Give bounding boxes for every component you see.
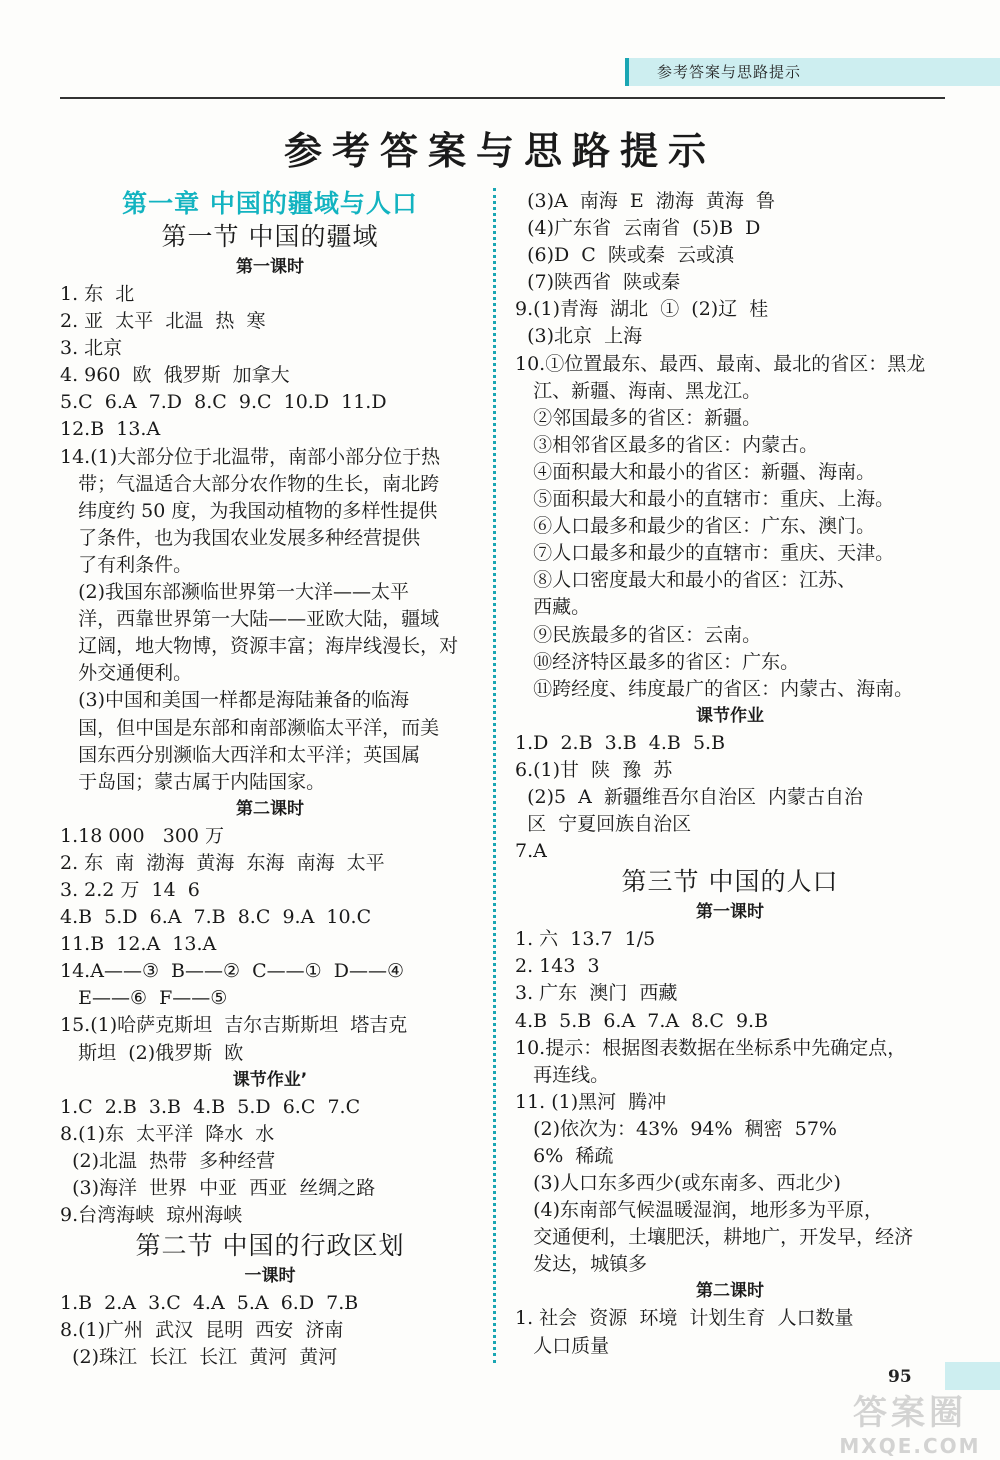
answer-line: 10.①位置最东、最西、最南、最北的省区：黑龙	[515, 352, 926, 375]
right-column	[515, 188, 945, 1360]
answer-line: ⑦人口最多和最少的直辖市：重庆、天津。	[515, 542, 895, 565]
answer-line: (7)陕西省 陕或秦	[515, 271, 681, 294]
answer-line: (2)珠江 长江 长江 黄河 黄河	[60, 1346, 338, 1369]
answer-line: ⑪跨经度、纬度最广的省区：内蒙古、海南。	[515, 677, 914, 700]
answer-line: ②邻国最多的省区：新疆。	[515, 406, 762, 429]
answer-line: 1. 社会 资源 环境 计划生育 人口数量	[515, 1307, 854, 1330]
answer-line: 江、新疆、海南、黑龙江。	[515, 379, 762, 402]
answer-line: (3)北京 上海	[515, 325, 643, 348]
answer-line: 1. 六 13.7 1/5	[515, 928, 656, 951]
answer-line: (2)北温 热带 多种经营	[60, 1149, 276, 1172]
page-title: 参考答案与思路提示	[283, 129, 716, 173]
answer-line: 带；气温适合大部分农作物的生长，南北跨	[60, 472, 440, 495]
answer-line: 辽阔，地大物博，资源丰富；海岸线漫长，对	[60, 635, 459, 658]
answer-line: (3)中国和美国一样都是海陆兼备的临海	[60, 689, 410, 712]
answer-line: 1.D 2.B 3.B 4.B 5.B	[515, 731, 726, 754]
answer-line: 14.A——③ B——② C——① D——④	[60, 960, 405, 983]
header-rule	[60, 97, 945, 99]
answer-line: 于岛国；蒙古属于内陆国家。	[60, 770, 326, 793]
running-header-label: 参考答案与思路提示	[657, 63, 802, 81]
left-column	[60, 188, 480, 1371]
page-number: 95	[888, 1367, 912, 1387]
answer-line: 2. 亚 太平 北温 热 寒	[60, 310, 266, 333]
answer-line: 交通便利，土壤肥沃，耕地广，开发早，经济	[515, 1226, 914, 1249]
chapter-heading: 第一章 中国的疆域与人口	[122, 189, 418, 218]
lesson-heading: 一课时	[244, 1266, 296, 1287]
running-header-tab	[625, 58, 1000, 86]
column-divider	[493, 188, 496, 1363]
answer-line: 3. 2.2 万 14 6	[60, 878, 200, 901]
answer-line: 7.A	[515, 840, 547, 863]
lesson-heading: 第二课时	[236, 798, 304, 819]
answer-line: (3)人口东多西少(或东南多、西北少)	[515, 1172, 841, 1195]
lesson-heading: 课节作业	[696, 705, 764, 726]
lesson-heading: 第一课时	[236, 257, 304, 277]
answer-line: ⑧人口密度最大和最小的省区：江苏、	[515, 569, 857, 592]
answer-line: 3. 北京	[60, 337, 123, 360]
watermark-url: MXQE.COM	[839, 1434, 981, 1458]
answer-line: 国，但中国是东部和南部濒临太平洋，而美	[60, 716, 440, 739]
answer-line: ⑩经济特区最多的省区：广东。	[515, 650, 800, 673]
answer-line: 外交通便利。	[60, 662, 193, 685]
answer-line: 再连线。	[515, 1063, 610, 1086]
answer-line: 9.(1)青海 湖北 ① (2)辽 桂	[515, 298, 769, 321]
answer-line: 14.(1)大部分位于北温带，南部小部分位于热	[60, 445, 441, 468]
answer-line: 1.C 2.B 3.B 4.B 5.D 6.C 7.C	[60, 1095, 361, 1118]
answer-line: E——⑥ F——⑤	[60, 987, 228, 1010]
answer-line: 5.C 6.A 7.D 8.C 9.C 10.D 11.D	[60, 391, 387, 414]
answer-line: 8.(1)东 太平洋 降水 水	[60, 1122, 275, 1145]
answer-line: (6)D C 陕或秦 云或滇	[515, 244, 735, 267]
section-heading: 第二节 中国的行政区划	[135, 1231, 405, 1261]
lesson-heading: 课节作业’	[232, 1069, 308, 1090]
answer-line: ③相邻省区最多的省区：内蒙古。	[515, 433, 819, 456]
answer-line: (2)5 A 新疆维吾尔自治区 内蒙古自治	[515, 785, 864, 808]
answer-line: (3)A 南海 E 渤海 黄海 鲁	[515, 190, 775, 212]
watermark	[820, 1385, 1000, 1458]
answer-line: ⑨民族最多的省区：云南。	[515, 623, 762, 646]
watermark-logo-text: 答案圈	[853, 1393, 967, 1433]
answer-line: 4.B 5.D 6.A 7.B 8.C 9.A 10.C	[60, 906, 372, 929]
answer-line: (2)我国东部濒临世界第一大洋——太平	[60, 581, 410, 604]
answer-line: 1.18 000 300 万	[60, 824, 225, 847]
answer-line: 纬度约 50 度，为我国动植物的多样性提供	[60, 499, 438, 522]
answer-line: 国东西分别濒临大西洋和太平洋；英国属	[60, 743, 421, 766]
answer-line: 9.台湾海峡 琼州海峡	[60, 1204, 243, 1226]
section-heading: 第一节 中国的疆域	[161, 222, 379, 251]
answer-line: 斯坦 (2)俄罗斯 欧	[60, 1041, 244, 1064]
answer-line: 6.(1)甘 陕 豫 苏	[515, 758, 673, 781]
answer-line: 2. 143 3	[515, 955, 600, 978]
answer-line: 15.(1)哈萨克斯坦 吉尔吉斯斯坦 塔吉克	[60, 1014, 408, 1037]
answer-line: 洋，西靠世界第一大陆——亚欧大陆，疆域	[60, 608, 440, 631]
answer-line: (2)依次为：43% 94% 稠密 57%	[515, 1117, 837, 1140]
answer-line: 4.B 5.B 6.A 7.A 8.C 9.B	[515, 1009, 769, 1032]
answer-line: 人口质量	[515, 1334, 610, 1357]
answer-line: 6% 稀疏	[515, 1145, 614, 1167]
answer-line: 3. 广东 澳门 西藏	[515, 982, 678, 1005]
answer-line: 区 宁夏回族自治区	[515, 813, 692, 836]
answer-line: 1.B 2.A 3.C 4.A 5.A 6.D 7.B	[60, 1292, 359, 1315]
lesson-heading: 第一课时	[696, 902, 764, 923]
answer-line: 11. (1)黑河 腾冲	[515, 1090, 667, 1113]
answer-line: 发达，城镇多	[515, 1253, 648, 1276]
answer-line: (4)广东省 云南省 (5)B D	[515, 217, 761, 240]
answer-line: 4. 960 欧 俄罗斯 加拿大	[60, 364, 290, 387]
answer-line: 12.B 13.A	[60, 418, 161, 441]
answer-line: 11.B 12.A 13.A	[60, 933, 217, 956]
answer-line: ④面积最大和最小的省区：新疆、海南。	[515, 460, 876, 483]
answer-line: 8.(1)广州 武汉 昆明 西安 济南	[60, 1319, 344, 1342]
answer-line: 1. 东 北	[60, 283, 135, 305]
answer-line: ⑤面积最大和最小的直辖市：重庆、上海。	[515, 488, 895, 511]
answer-line: ⑥人口最多和最少的省区：广东、澳门。	[515, 515, 876, 538]
answer-line: 10.提示：根据图表数据在坐标系中先确定点，	[515, 1036, 907, 1059]
answer-line: 西藏。	[515, 596, 591, 619]
answer-line: 了有利条件。	[60, 553, 193, 576]
answer-line: 2. 东 南 渤海 黄海 东海 南海 太平	[60, 851, 385, 874]
answer-line: 了条件，也为我国农业发展多种经营提供	[60, 526, 421, 549]
lesson-heading: 第二课时	[696, 1281, 764, 1302]
answer-line: (4)东南部气候温暖湿润，地形多为平原，	[515, 1199, 884, 1222]
answer-line: (3)海洋 世界 中亚 西亚 丝绸之路	[60, 1176, 376, 1199]
section-heading: 第三节 中国的人口	[621, 867, 839, 897]
